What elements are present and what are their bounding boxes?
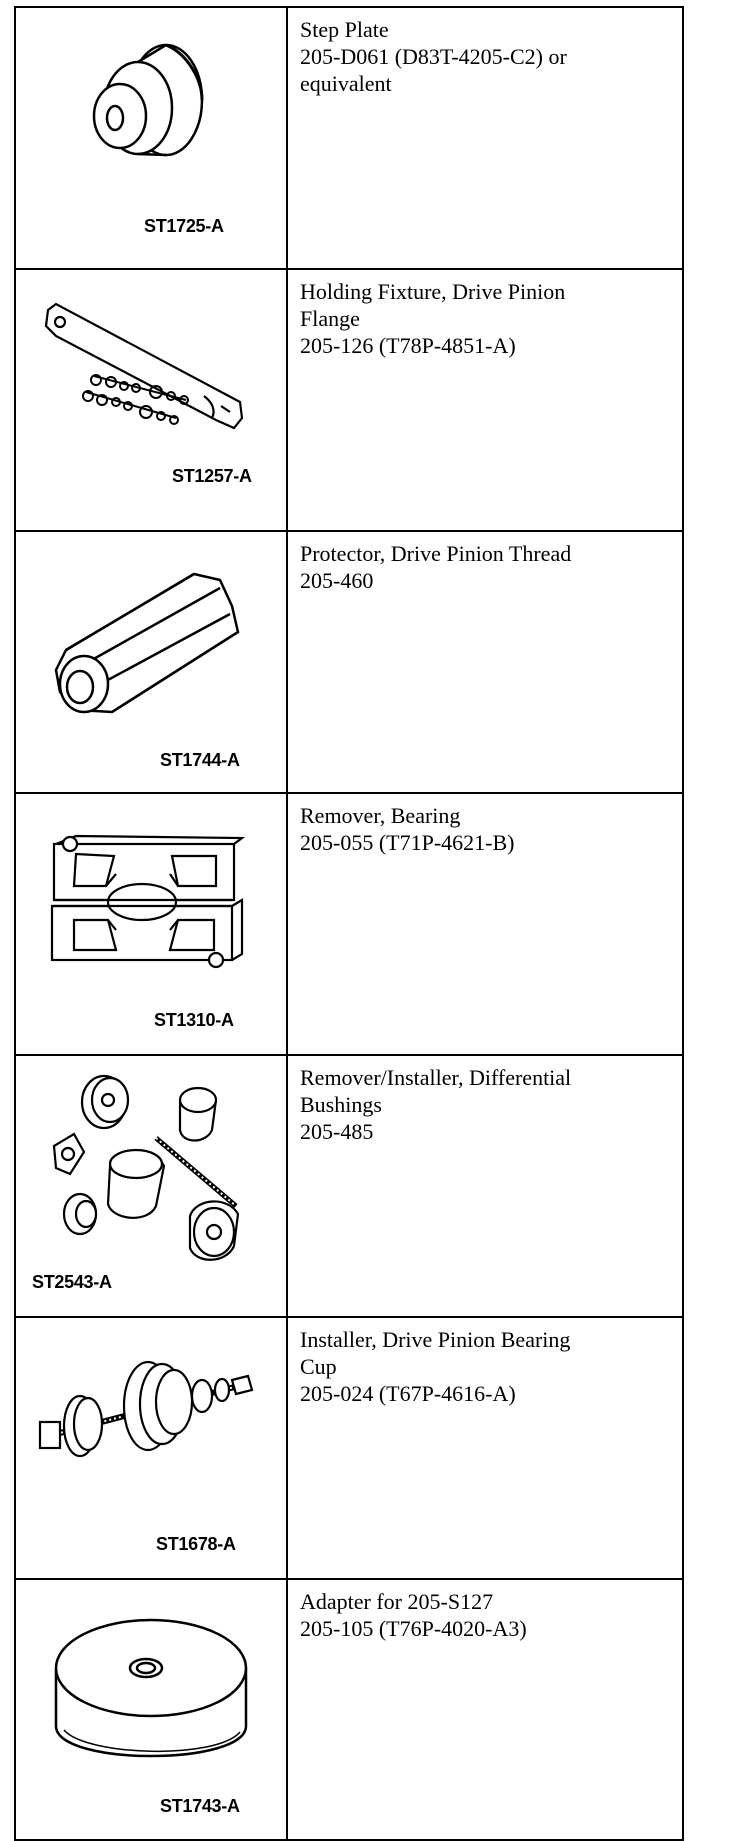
- table-row: [15, 1579, 683, 1840]
- table-row: [15, 1317, 683, 1579]
- tool-ref-code: ST1744-A: [160, 750, 240, 770]
- table-row: [15, 7, 683, 269]
- tool-image-cell: [15, 269, 287, 531]
- tool-description-cell: [287, 1317, 683, 1579]
- table-row: [15, 1055, 683, 1317]
- table-row: [15, 531, 683, 793]
- tool-image-cell: [15, 1579, 287, 1840]
- tool-name: Adapter for 205-S127: [300, 1589, 494, 1614]
- bushing-tool-kit-icon: [16, 1056, 286, 1308]
- table-row: [15, 793, 683, 1055]
- tool-name: Remover, Bearing: [300, 803, 461, 828]
- tool-name-cont: Cup: [300, 1354, 337, 1379]
- tool-number: 205-D061 (D83T-4205-C2) or: [300, 44, 567, 69]
- table-row: [15, 269, 683, 531]
- bearing-cup-installer-icon: [16, 1318, 286, 1570]
- tool-name: Step Plate: [300, 17, 389, 42]
- tool-ref-code: ST2543-A: [32, 1272, 112, 1292]
- tool-name: Remover/Installer, Differential: [300, 1065, 572, 1090]
- tool-number: 205-105 (T76P-4020-A3): [300, 1616, 527, 1641]
- tool-number: 205-126 (T78P-4851-A): [300, 333, 516, 358]
- tool-number: 205-024 (T67P-4616-A): [300, 1381, 516, 1406]
- tool-name: Protector, Drive Pinion Thread: [300, 541, 572, 566]
- special-tools-table: [14, 6, 684, 1841]
- tool-ref-code: ST1257-A: [172, 466, 252, 486]
- tool-ref-code: ST1743-A: [160, 1796, 240, 1816]
- tool-name-cont: Bushings: [300, 1092, 382, 1117]
- tool-name: Installer, Drive Pinion Bearing: [300, 1327, 571, 1352]
- tool-ref-code: ST1310-A: [154, 1010, 234, 1030]
- bearing-remover-icon: [16, 794, 286, 1046]
- tool-number: 205-485: [300, 1119, 374, 1144]
- tool-ref-code: ST1725-A: [144, 216, 224, 236]
- tool-image-cell: [15, 793, 287, 1055]
- tool-ref-code: ST1678-A: [156, 1534, 236, 1554]
- tool-description-cell: [287, 7, 683, 269]
- tool-number: 205-055 (T71P-4621-B): [300, 830, 515, 855]
- tool-description-cell: [287, 1055, 683, 1317]
- thread-protector-icon: [16, 532, 286, 784]
- tool-image-cell: [15, 531, 287, 793]
- tool-description-cell: [287, 531, 683, 793]
- tool-name-cont: Flange: [300, 306, 360, 331]
- tool-number: 205-460: [300, 568, 374, 593]
- adapter-disc-icon: [16, 1580, 286, 1832]
- tool-image-cell: [15, 1317, 287, 1579]
- tool-description-cell: [287, 793, 683, 1055]
- tool-name: Holding Fixture, Drive Pinion: [300, 279, 566, 304]
- tool-image-cell: [15, 7, 287, 269]
- tool-description-cell: [287, 269, 683, 531]
- tool-description-cell: [287, 1579, 683, 1840]
- tool-image-cell: [15, 1055, 287, 1317]
- tool-note: equivalent: [300, 71, 392, 96]
